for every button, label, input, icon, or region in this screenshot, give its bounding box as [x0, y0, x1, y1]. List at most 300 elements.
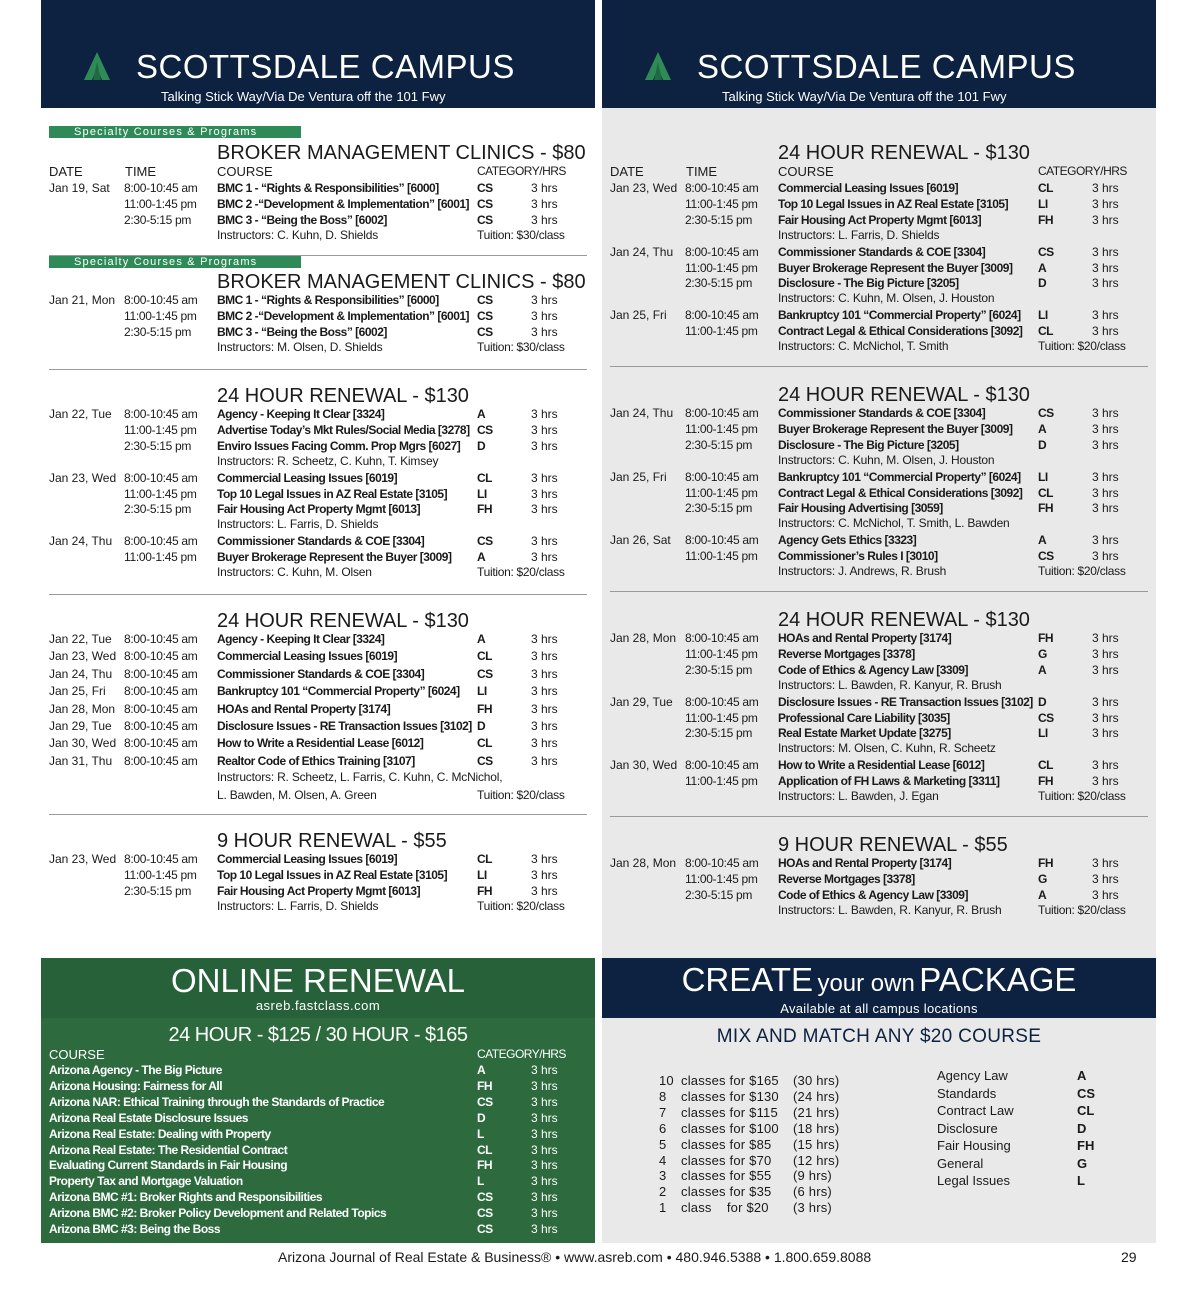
instructors-line: Instructors: C. McNichol, T. Smith	[778, 339, 949, 353]
instructors-line: Instructors: C. Kuhn, M. Olsen, J. Houston	[778, 291, 995, 306]
instructors-line: L. Bawden, M. Olsen, A. Green	[217, 787, 377, 802]
category-cell: CS	[1038, 710, 1054, 725]
online-course-row	[49, 1189, 589, 1205]
category-code: CS	[1077, 1085, 1096, 1101]
course-row	[49, 196, 579, 212]
hours-cell: 3 hrs	[1092, 260, 1119, 275]
category-cell: FH	[1038, 501, 1053, 516]
course-row	[49, 292, 579, 308]
date-cell: Jan 25, Fri	[610, 469, 667, 484]
time-cell: 8:00-10:45 am	[124, 684, 198, 699]
online-course-hours: 3 hrs	[531, 1190, 558, 1205]
course-row	[49, 533, 579, 549]
tuition-label: Tuition: $20/class	[1038, 789, 1126, 803]
time-cell: 8:00-10:45 am	[685, 244, 759, 259]
section-divider	[610, 591, 1148, 592]
online-course-category: CL	[477, 1142, 492, 1157]
course-row	[610, 725, 1140, 741]
category-cell: D	[1038, 437, 1047, 452]
course-cell: Buyer Brokerage Represent the Buyer [3009]	[778, 421, 1013, 436]
category-cell: CS	[477, 666, 493, 681]
date-cell: Jan 31, Thu	[49, 753, 113, 768]
instructors-line: Instructors: C. Kuhn, M. Olsen, J. Houston	[778, 452, 995, 467]
course-cell: HOAs and Rental Property [3174]	[217, 701, 391, 716]
course-row	[610, 773, 1140, 789]
time-cell: 2:30-5:15 pm	[124, 438, 192, 453]
time-cell: 2:30-5:15 pm	[685, 662, 753, 677]
date-cell: Jan 21, Mon	[49, 293, 116, 307]
create-package-header	[602, 958, 1156, 1018]
hours-cell: 3 hrs	[531, 470, 558, 485]
time-cell: 11:00-1:45 pm	[685, 774, 758, 789]
category-cell: CS	[1038, 244, 1054, 259]
time-cell: 11:00-1:45 pm	[124, 308, 197, 323]
online-course-name: Evaluating Current Standards in Fair Housing	[49, 1158, 288, 1173]
category-cell: FH	[1038, 212, 1053, 227]
online-course-hours: 3 hrs	[531, 1110, 558, 1125]
course-cell: Application of FH Laws & Marketing [3311]	[778, 774, 1000, 789]
class-count: 3	[659, 1168, 667, 1184]
category-cell: CS	[1038, 406, 1054, 420]
online-course-name: Arizona Real Estate Disclosure Issues	[49, 1110, 248, 1125]
category-legend-row	[937, 1138, 1107, 1154]
time-cell: 8:00-10:45 am	[685, 631, 759, 645]
course-row	[610, 469, 1140, 485]
course-cell: Commercial Leasing Issues [6019]	[778, 181, 959, 195]
time-cell: 11:00-1:45 pm	[685, 549, 758, 564]
category-cell: CL	[477, 649, 492, 664]
class-price: classes for $55	[681, 1168, 772, 1184]
date-cell: Jan 28, Mon	[610, 631, 677, 645]
category-name: Agency Law	[937, 1068, 1008, 1083]
category-code: L	[1077, 1173, 1085, 1188]
time-cell: 8:00-10:45 am	[685, 406, 759, 420]
instructors-line: Instructors: C. Kuhn, M. Olsen	[217, 565, 372, 579]
hours-cell: 3 hrs	[1092, 406, 1119, 420]
section-title: 24 HOUR RENEWAL - $130	[778, 609, 1030, 631]
date-cell: Jan 23, Wed	[49, 470, 117, 485]
date-cell: Jan 22, Tue	[49, 632, 112, 646]
category-cell: CL	[1038, 485, 1053, 500]
category-legend-row	[937, 1068, 1107, 1084]
hours-cell: 3 hrs	[1092, 308, 1119, 323]
category-legend-row	[937, 1103, 1107, 1119]
class-price: classes for $85	[681, 1136, 772, 1152]
course-row	[610, 196, 1140, 212]
class-count: 4	[659, 1152, 667, 1168]
online-course-name: Arizona BMC #1: Broker Rights and Responsibilities	[49, 1190, 323, 1205]
right-campus-header	[602, 0, 1156, 108]
date-cell: Jan 28, Mon	[610, 856, 677, 870]
course-cell: Reverse Mortgages [3378]	[778, 871, 915, 886]
time-cell: 11:00-1:45 pm	[685, 196, 758, 211]
hours-cell: 3 hrs	[531, 534, 558, 549]
course-row	[610, 500, 1140, 516]
course-row	[49, 666, 579, 682]
class-price: classes for $115	[681, 1104, 778, 1120]
category-cell: CS	[477, 324, 493, 339]
col-header-category: CATEGORY/HRS	[1038, 164, 1127, 178]
course-cell: Fair Housing Act Property Mgmt [6013]	[778, 212, 982, 227]
course-row	[49, 308, 579, 324]
time-cell: 11:00-1:45 pm	[685, 871, 758, 886]
time-cell: 11:00-1:45 pm	[685, 324, 758, 339]
hours-cell: 3 hrs	[531, 852, 558, 866]
course-row	[49, 422, 579, 438]
instructors-line: Instructors: L. Bawden, J. Egan	[778, 789, 939, 803]
course-row	[49, 212, 579, 228]
course-row	[49, 867, 579, 883]
tuition-label: Tuition: $20/class	[477, 787, 565, 802]
time-cell: 8:00-10:45 am	[124, 753, 198, 768]
online-course-name: Arizona BMC #2: Broker Policy Development and Related Topics	[49, 1206, 387, 1221]
online-course-row	[49, 1157, 589, 1173]
date-cell: Jan 30, Wed	[49, 736, 117, 751]
hours-cell: 3 hrs	[1092, 196, 1119, 211]
category-cell: FH	[477, 883, 492, 898]
section-title: BROKER MANAGEMENT CLINICS - $80	[217, 142, 586, 164]
category-cell: LI	[477, 684, 487, 699]
hours-cell: 3 hrs	[1092, 774, 1119, 789]
course-cell: Commercial Leasing Issues [6019]	[217, 852, 398, 866]
online-course-category: CS	[477, 1222, 493, 1236]
class-price: classes for $35	[681, 1184, 772, 1200]
tuition-label: Tuition: $20/class	[1038, 902, 1126, 917]
hours-cell: 3 hrs	[1092, 758, 1119, 773]
time-cell: 2:30-5:15 pm	[124, 883, 192, 898]
course-cell: Enviro Issues Facing Comm. Prop Mgrs [6027]	[217, 438, 461, 453]
time-cell: 2:30-5:15 pm	[685, 887, 753, 902]
campus-subtitle: Talking Stick Way/Via De Ventura off the 101 Fwy	[722, 89, 1007, 104]
course-row	[49, 851, 579, 867]
create-word: CREATE	[681, 961, 813, 998]
time-cell: 8:00-10:45 am	[124, 736, 198, 751]
section-divider	[49, 594, 587, 595]
category-cell: G	[1038, 871, 1047, 886]
time-cell: 2:30-5:15 pm	[685, 726, 753, 741]
instructors-line: Instructors: M. Olsen, D. Shields	[217, 339, 383, 354]
online-course-category: FH	[477, 1158, 492, 1173]
class-price: classes for $130	[681, 1088, 779, 1104]
hours-cell: 3 hrs	[1092, 856, 1119, 870]
class-hours: (18 hrs)	[793, 1120, 840, 1136]
category-code: A	[1077, 1068, 1087, 1083]
category-cell: CL	[477, 470, 492, 485]
campus-subtitle: Talking Stick Way/Via De Ventura off the 101 Fwy	[161, 89, 446, 104]
section-title: BROKER MANAGEMENT CLINICS - $80	[217, 271, 586, 293]
online-renewal-header	[41, 958, 595, 1018]
category-code: D	[1077, 1120, 1087, 1136]
time-cell: 8:00-10:45 am	[685, 758, 759, 773]
date-cell: Jan 30, Wed	[610, 758, 678, 773]
time-cell: 8:00-10:45 am	[124, 470, 198, 485]
class-count: 5	[659, 1136, 667, 1152]
course-cell: BMC 2 -“Development & Implementation” [6001]	[217, 308, 470, 323]
category-cell: A	[1038, 887, 1047, 902]
package-word: PACKAGE	[919, 961, 1077, 998]
tuition-label: Tuition: $20/class	[477, 565, 565, 579]
category-legend-row	[937, 1121, 1107, 1137]
course-cell: Bankruptcy 101 “Commercial Property” [6024]	[217, 684, 460, 699]
col-header-category: CATEGORY/HRS	[477, 164, 566, 178]
online-course-name: Arizona Housing: Fairness for All	[49, 1078, 223, 1093]
category-cell: D	[1038, 694, 1047, 709]
course-cell: Top 10 Legal Issues in AZ Real Estate [3105]	[217, 867, 448, 882]
course-cell: BMC 3 - “Being the Boss” [6002]	[217, 324, 387, 339]
time-cell: 2:30-5:15 pm	[124, 502, 192, 517]
package-price-row	[659, 1200, 859, 1216]
online-course-hours: 3 hrs	[531, 1174, 558, 1189]
package-price-row	[659, 1105, 859, 1121]
date-cell: Jan 29, Tue	[610, 694, 673, 709]
course-row	[610, 244, 1140, 260]
course-row	[49, 701, 579, 717]
online-course-hours: 3 hrs	[531, 1222, 558, 1236]
hours-cell: 3 hrs	[1092, 662, 1119, 677]
course-cell: Disclosure Issues - RE Transaction Issues [3102]	[778, 694, 1033, 709]
online-course-hours: 3 hrs	[531, 1142, 558, 1157]
category-cell: A	[477, 407, 486, 421]
online-course-name: Arizona Agency - The Big Picture	[49, 1063, 222, 1077]
online-course-hours: 3 hrs	[531, 1126, 558, 1141]
tuition-label: Tuition: $20/class	[1038, 339, 1126, 353]
course-row	[49, 648, 579, 664]
date-cell: Jan 25, Fri	[610, 308, 667, 323]
course-row	[610, 532, 1140, 548]
course-cell: Commercial Leasing Issues [6019]	[217, 649, 398, 664]
package-price-row	[659, 1153, 859, 1169]
course-cell: Agency - Keeping It Clear [3324]	[217, 407, 385, 421]
time-cell: 8:00-10:45 am	[124, 181, 198, 195]
specialty-tag: Specialty Courses & Programs	[49, 256, 301, 268]
col-header-course: COURSE	[217, 164, 273, 179]
hours-cell: 3 hrs	[531, 867, 558, 882]
course-row	[49, 753, 579, 769]
course-cell: Realtor Code of Ethics Training [3107]	[217, 753, 415, 768]
section-divider	[49, 255, 587, 256]
tuition-label: Tuition: $30/class	[477, 227, 565, 242]
online-course-category: FH	[477, 1078, 492, 1093]
campus-title: SCOTTSDALE CAMPUS	[136, 48, 515, 85]
instructors-line: Instructors: L. Bawden, R. Kanyur, R. Brush	[778, 677, 1002, 692]
time-cell: 11:00-1:45 pm	[124, 422, 197, 437]
class-hours: (9 hrs)	[793, 1168, 832, 1184]
col-header-course: COURSE	[778, 164, 834, 179]
create-package-title	[602, 961, 1156, 999]
course-cell: Top 10 Legal Issues in AZ Real Estate [3105]	[217, 486, 448, 501]
package-price-row	[659, 1073, 859, 1089]
time-cell: 8:00-10:45 am	[124, 293, 198, 307]
hours-cell: 3 hrs	[531, 883, 558, 898]
hours-cell: 3 hrs	[531, 438, 558, 453]
time-cell: 2:30-5:15 pm	[685, 437, 753, 452]
category-name: Fair Housing	[937, 1138, 1011, 1153]
package-price-row	[659, 1137, 859, 1153]
course-row	[610, 260, 1140, 276]
course-row	[49, 324, 579, 340]
course-cell: Buyer Brokerage Represent the Buyer [3009]	[778, 260, 1013, 275]
tree-logo-icon	[84, 52, 110, 80]
time-cell: 8:00-10:45 am	[685, 308, 759, 323]
hours-cell: 3 hrs	[1092, 212, 1119, 227]
section-divider	[49, 369, 587, 370]
time-cell: 8:00-10:45 am	[124, 632, 198, 646]
category-cell: FH	[477, 701, 492, 716]
hours-cell: 3 hrs	[1092, 421, 1119, 436]
tuition-label: Tuition: $30/class	[477, 339, 565, 354]
hours-cell: 3 hrs	[531, 632, 558, 646]
package-price-row	[659, 1168, 859, 1184]
category-cell: CS	[477, 422, 493, 437]
class-hours: (3 hrs)	[793, 1200, 832, 1216]
course-cell: BMC 1 - “Rights & Responsibilities” [6000]	[217, 293, 439, 307]
course-row	[49, 735, 579, 751]
hours-cell: 3 hrs	[1092, 646, 1119, 661]
hours-cell: 3 hrs	[531, 293, 558, 307]
category-cell: CL	[477, 852, 492, 866]
course-row	[610, 421, 1140, 437]
online-course-name: Arizona Real Estate: Dealing with Property	[49, 1126, 271, 1141]
course-cell: Commissioner Standards & COE [3304]	[778, 406, 986, 420]
class-hours: (6 hrs)	[793, 1184, 832, 1200]
time-cell: 11:00-1:45 pm	[124, 486, 197, 501]
category-cell: CL	[1038, 181, 1053, 195]
time-cell: 8:00-10:45 am	[685, 469, 759, 484]
online-renewal-price: 24 HOUR - $125 / 30 HOUR - $165	[168, 1024, 468, 1046]
section-title: 24 HOUR RENEWAL - $130	[217, 610, 469, 632]
category-cell: D	[477, 719, 486, 733]
date-cell: Jan 19, Sat	[49, 181, 110, 195]
hours-cell: 3 hrs	[1092, 694, 1119, 709]
category-name: Legal Issues	[937, 1173, 1010, 1188]
time-cell: 11:00-1:45 pm	[124, 196, 197, 211]
category-cell: CS	[1038, 549, 1054, 564]
mix-and-match-heading: MIX AND MATCH ANY $20 COURSE	[716, 1026, 1042, 1047]
hours-cell: 3 hrs	[531, 486, 558, 501]
time-cell: 8:00-10:45 am	[124, 649, 198, 664]
time-cell: 8:00-10:45 am	[124, 534, 198, 549]
col-header-date: DATE	[49, 164, 83, 179]
section-divider	[49, 814, 587, 815]
course-cell: Code of Ethics & Agency Law [3309]	[778, 662, 968, 677]
tuition-label: Tuition: $20/class	[477, 898, 565, 913]
class-count: 8	[659, 1088, 667, 1104]
left-campus-header	[41, 0, 595, 108]
section-title: 9 HOUR RENEWAL - $55	[778, 834, 1008, 856]
category-cell: LI	[1038, 469, 1048, 484]
course-row	[49, 501, 579, 517]
time-cell: 8:00-10:45 am	[124, 701, 198, 716]
category-cell: CS	[477, 196, 493, 211]
course-cell: Fair Housing Advertising [3059]	[778, 501, 943, 516]
online-course-category: A	[477, 1063, 486, 1077]
date-cell: Jan 23, Wed	[49, 649, 117, 664]
course-cell: Buyer Brokerage Represent the Buyer [3009]	[217, 550, 452, 565]
course-row	[610, 307, 1140, 323]
section-title: 24 HOUR RENEWAL - $130	[778, 384, 1030, 406]
course-row	[49, 438, 579, 454]
category-cell: LI	[1038, 196, 1048, 211]
package-details	[602, 1018, 1156, 1243]
time-cell: 11:00-1:45 pm	[685, 485, 758, 500]
tuition-label: Tuition: $20/class	[1038, 564, 1126, 578]
category-code: G	[1077, 1155, 1088, 1171]
online-course-row	[49, 1110, 589, 1126]
hours-cell: 3 hrs	[531, 753, 558, 768]
hours-cell: 3 hrs	[531, 212, 558, 227]
course-row	[610, 405, 1140, 421]
course-row	[610, 871, 1140, 887]
course-cell: Commissioner Standards & COE [3304]	[217, 534, 425, 549]
date-cell: Jan 25, Fri	[49, 684, 106, 699]
category-cell: CS	[477, 181, 493, 195]
hours-cell: 3 hrs	[531, 407, 558, 421]
course-row	[610, 630, 1140, 646]
course-row	[610, 662, 1140, 678]
hours-cell: 3 hrs	[1092, 244, 1119, 259]
category-cell: CS	[477, 534, 493, 549]
online-course-row	[49, 1094, 589, 1110]
category-cell: A	[1038, 421, 1047, 436]
hours-cell: 3 hrs	[531, 649, 558, 664]
online-course-row	[49, 1062, 589, 1078]
hours-cell: 3 hrs	[531, 308, 558, 323]
online-course-name: Arizona NAR: Ethical Training through the Standards of Practice	[49, 1094, 385, 1109]
hours-cell: 3 hrs	[531, 701, 558, 716]
course-cell: Bankruptcy 101 “Commercial Property” [6024]	[778, 469, 1021, 484]
hours-cell: 3 hrs	[1092, 501, 1119, 516]
category-cell: CL	[1038, 324, 1053, 339]
online-category-header: CATEGORY/HRS	[477, 1047, 566, 1061]
time-cell: 11:00-1:45 pm	[124, 550, 197, 565]
time-cell: 2:30-5:15 pm	[124, 324, 192, 339]
instructors-line: Instructors: C. Kuhn, D. Shields	[217, 227, 379, 242]
hours-cell: 3 hrs	[1092, 533, 1119, 548]
category-cell: LI	[477, 867, 487, 882]
course-row	[49, 470, 579, 486]
online-course-row	[49, 1142, 589, 1158]
date-cell: Jan 23, Wed	[49, 852, 117, 866]
category-cell: A	[1038, 662, 1047, 677]
course-row	[49, 180, 579, 196]
category-legend-row	[937, 1086, 1107, 1102]
course-cell: Contract Legal & Ethical Considerations [3092]	[778, 324, 1023, 339]
class-hours: (21 hrs)	[793, 1104, 840, 1120]
hours-cell: 3 hrs	[1092, 726, 1119, 741]
online-renewal-url[interactable]: asreb.fastclass.com	[255, 998, 381, 1013]
course-row	[49, 718, 579, 734]
course-cell: BMC 2 -“Development & Implementation” [6001]	[217, 196, 470, 211]
hours-cell: 3 hrs	[1092, 549, 1119, 564]
online-course-category: CS	[477, 1206, 493, 1221]
page-number: 29	[1121, 1249, 1137, 1265]
course-cell: How to Write a Residential Lease [6012]	[778, 758, 985, 773]
time-cell: 8:00-10:45 am	[124, 719, 198, 733]
tree-logo-icon	[645, 52, 671, 80]
course-cell: Disclosure - The Big Picture [3205]	[778, 437, 959, 452]
category-name: Contract Law	[937, 1103, 1014, 1118]
time-cell: 8:00-10:45 am	[685, 694, 759, 709]
course-cell: Commissioner Standards & COE [3304]	[778, 244, 986, 259]
date-cell: Jan 23, Wed	[610, 181, 678, 195]
course-row	[610, 275, 1140, 291]
time-cell: 2:30-5:15 pm	[685, 501, 753, 516]
category-cell: CL	[1038, 758, 1053, 773]
category-cell: D	[1038, 276, 1047, 291]
category-name: Standards	[937, 1085, 997, 1101]
course-cell: BMC 3 - “Being the Boss” [6002]	[217, 212, 387, 227]
instructors-line: Instructors: C. McNichol, T. Smith, L. Bawden	[778, 516, 1010, 531]
